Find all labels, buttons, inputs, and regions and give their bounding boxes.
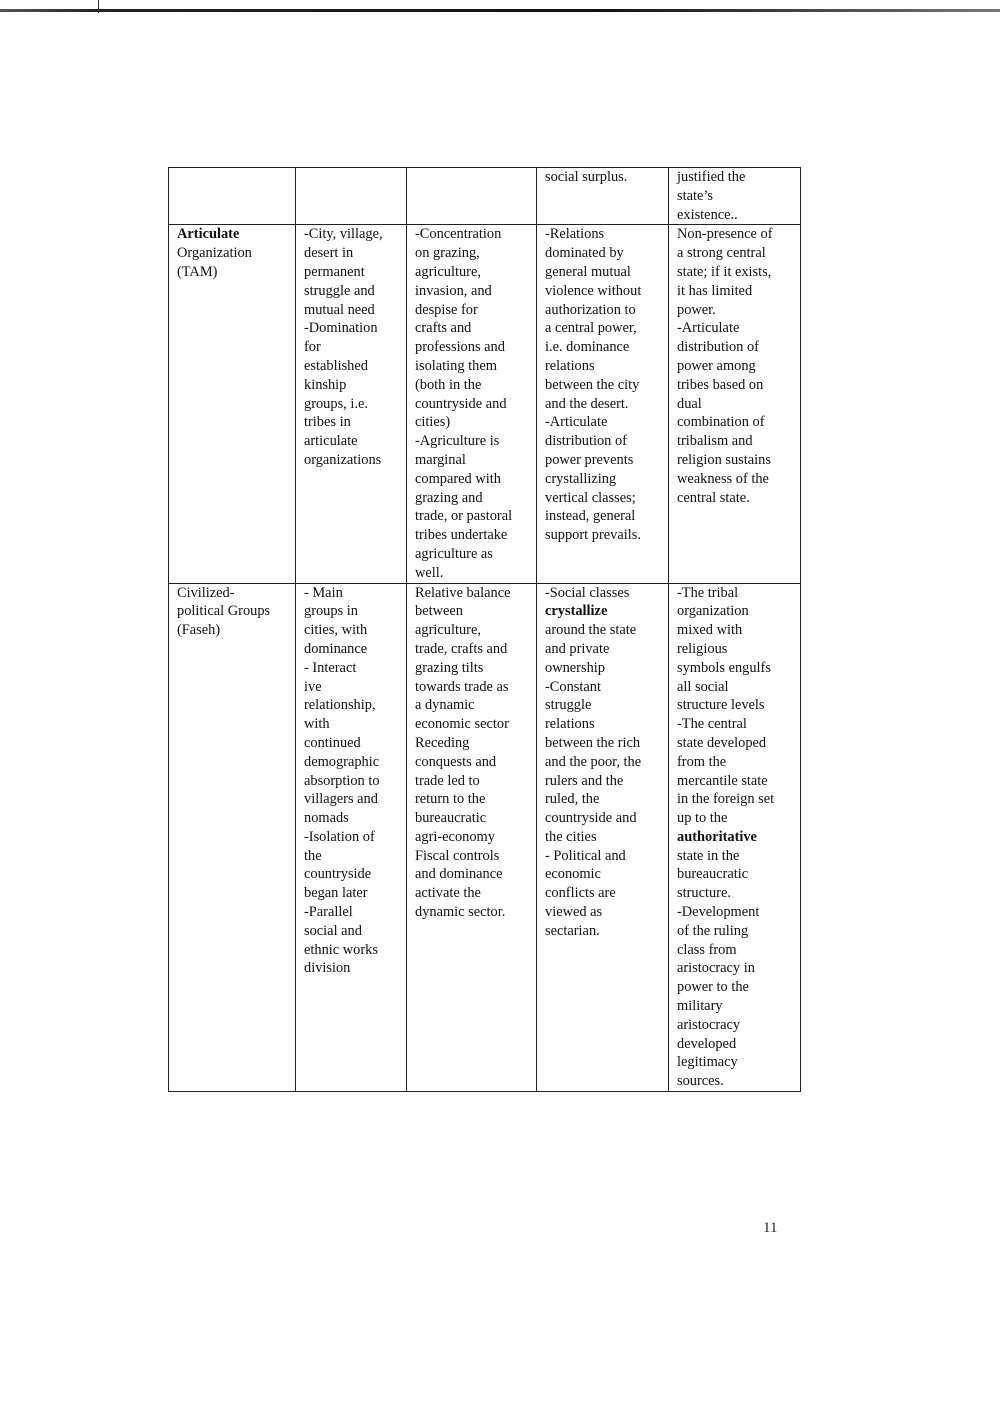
- top-border-line: [0, 9, 1000, 12]
- table-cell: [169, 168, 296, 225]
- table-row: [169, 225, 801, 583]
- cell-text-bold: crystallize: [545, 603, 608, 620]
- cell-text-bold: authoritative: [677, 828, 757, 845]
- table-row: [169, 168, 801, 225]
- table-cell: -Concentration on grazing, agriculture, invasion, and despise for crafts and professions and isolating them (both in the countryside and cities) -Agriculture is marginal compared with grazing and trade, or pastoral tribes undertake agriculture as well.: [407, 225, 537, 583]
- table-cell: social surplus.: [537, 168, 669, 225]
- table-cell: [296, 168, 407, 225]
- table-cell: -City, village, desert in permanent struggle and mutual need -Domination for established kinship groups, i.e. tribes in articulate organizations: [296, 225, 407, 583]
- table-cell: -Relations dominated by general mutual violence without authorization to a central power, i.e. dominance relations between the city and the desert. -Articulate distribution of power prevents crystallizing vertical classes; instead, general support prevails.: [537, 225, 669, 583]
- cell-text: around the state and private ownership -Constant struggle relations between the rich and the poor, the rulers and the ruled, the countryside and the cities - Political and economic conflicts are viewed as sectarian.: [545, 622, 642, 939]
- table-row: [169, 583, 801, 1092]
- page-number: 11: [763, 1220, 778, 1236]
- cell-text: -The tribal organization mixed with religious symbols engulfs all social structure levels -The central state developed from the mercantile state in the foreign set up to the: [677, 584, 775, 827]
- table-cell: - Main groups in cities, with dominance - Interact ive relationship, with continued demographic absorption to villagers and nomads -Isolation of the countryside began later -Parallel social and ethnic works division: [296, 583, 407, 1092]
- table-cell: [407, 168, 537, 225]
- table-cell: justified the state’s existence..: [669, 168, 801, 225]
- row-header-text: Organization (TAM): [177, 245, 252, 280]
- table-cell-row-header: [169, 225, 296, 583]
- table-cell: Non-presence of a strong central state; if it exists, it has limited power. -Articulate distribution of power among tribes based on dual combination of tribalism and religion sustains weakness of the central state.: [669, 225, 801, 583]
- table-cell: Relative balance between agriculture, trade, crafts and grazing tilts towards trade as a dynamic economic sector Receding conquests and trade led to return to the bureaucratic agri-economy Fiscal controls and dominance activate the dynamic sector.: [407, 583, 537, 1092]
- table-cell-row-header: Civilized- political Groups (Faseh): [169, 583, 296, 1092]
- table-cell: [537, 583, 669, 1092]
- cell-text: -Social classes: [545, 584, 630, 601]
- cell-text: state in the bureaucratic structure. -Development of the ruling class from aristocracy in power to the military aristocracy developed legitimacy sources.: [677, 847, 760, 1090]
- top-border-tick: [98, 0, 99, 13]
- row-header-bold: Articulate: [177, 226, 240, 243]
- table-cell: [669, 583, 801, 1092]
- comparison-table: [168, 167, 801, 1092]
